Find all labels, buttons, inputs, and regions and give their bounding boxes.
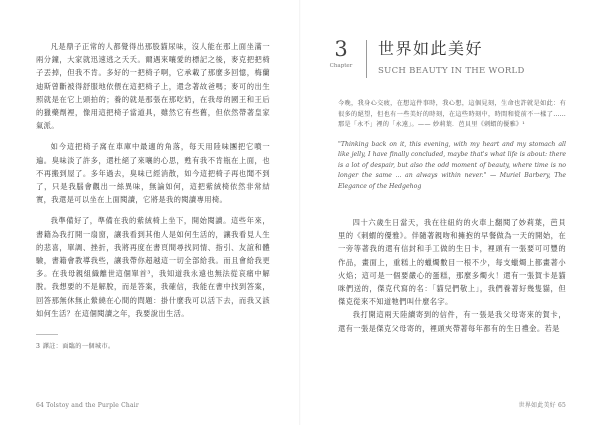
epigraph-chinese: 今晚，我身心交疲，在想這件事時，我心想，這個見刻，生命也許就是如此：有很多的絕望，但也有一些美好的時刻，在這些時刻中，時間和從前不一樣了……那是「永不」裡的「永遠」。—— 妙莉葉．芭貝里《刺蝟的優雅》¹ xyxy=(338,100,566,129)
chapter-title: 世界如此美好 xyxy=(378,39,484,58)
right-page-footer: 世界如此美好 65 xyxy=(518,402,566,409)
chapter-label: Chapter xyxy=(329,63,353,69)
footnote-divider xyxy=(36,334,58,335)
chapter-divider xyxy=(366,40,367,78)
chapter-heading xyxy=(322,38,572,82)
left-page-body xyxy=(36,40,270,351)
epigraph-english: "Thinking back on it, this evening, with my heart and my stomach all like jelly, I have finally concluded, maybe that's what life is about: there is a lot of despair, but also the odd moment of beauty, where time is no longer the same ... an always within never." — Muriel Barbery, The Elegance of the Hedgehog xyxy=(338,141,566,190)
left-page-footer: 64 Tolstoy and the Purple Chair xyxy=(36,402,139,409)
paragraph: 如今這把椅子窩在車庫中最適的角落，每天用陸味團把它噴一遍。臭味淡了許多，還杜絕了來嚷的心思，甦有我不肯瓶在上面，也不再搬到屋了。多年過去，臭味已經消散，如今這把椅子再也聞不到了，只是我腦會觀出一絲異味，無論如何，這把紫絨椅依然非常結實，我還是可以坐在上面閱讀，它將是我的閱讀專用椅。 xyxy=(36,142,270,205)
paragraph: 四十六歲生日當天，我在往紐約的火車上翻閱了妙莉葉，芭貝里的《刺蝟的優雅》。伴隨著親吻和擁抱的早餐做為一天的開始，在一旁等著我的還有信封和手工做的生日卡，裡頭有一張要可可豐的作品，畫面上，重糕上的蠟燭數目一根不少，每支蠟燭上都畫著小火焰；這可是一個要嚴心的蛋糕，那麼多燭火！還有一張賀卡是貓咪們送的，傑克代寫的名：「貓兒們敬上」，我們養著好幾隻貓，但傑克從來不知道牠們叫什麼名字。 xyxy=(338,218,566,307)
chapter-number: 3 xyxy=(334,37,348,61)
paragraph: 凡是鼎子正常的人都覺得出那股貓尿味，沒人能在那上面坐滿一兩分鐘，大家就迅速逃之夭夭。爾遇來嚷愛的標記之後，麥克把把椅子丟掉，但我不肯。多好的一把椅子啊，它承載了那麼多回憶，梅蘭迪斯曾斷被得舒服地依偎在這把椅子上，還念著故爸嗎；麥可的出生照就是在它上頭拍的；養的就是那張在那吃奶，在我母的國王和王后的獵藥劑裡，像用這把椅子當道具，雖然它有些舊，但依然帶著皇家氣派。 xyxy=(36,42,270,131)
footnote: 3 譯註：面臨的一個城市。 xyxy=(36,343,115,351)
right-page-body xyxy=(338,216,566,335)
paragraph: 我準備好了，準備在我的紫絨椅上坐下，開始閱讀。這些年來，書籍為我打開一扇窗，讓我看到其他人是如何生活的，讓我看見人生的悲喜，單調、挫折，我將再度在書頁間尋找同情、指引、友誼和體驗，書籍會教導我些，讓我帶你超越這一切全部給我。而且會給我更多。在我母親組織離世這個單首³，我知道我永遠也無法從哀痛中解脫。我想要的不是解脫，而是答案，我確信，我能在書中找到答案，回答那無休無止縈繞在心間的問題：掛什麼我可以活下去，而我又該如何生活？在這個閱讀之年，我要說出生活。 xyxy=(36,216,270,318)
page-gutter xyxy=(299,0,301,425)
chapter-subtitle: SUCH BEAUTY IN THE WORLD xyxy=(378,66,525,76)
paragraph: 我打開這兩天陸續寄到的信件，有一張是我父母寄來的賀卡，還有一張是傑克父母寄的，裡頭夾帶著每年都有的生日禮金。若是 xyxy=(338,310,566,333)
